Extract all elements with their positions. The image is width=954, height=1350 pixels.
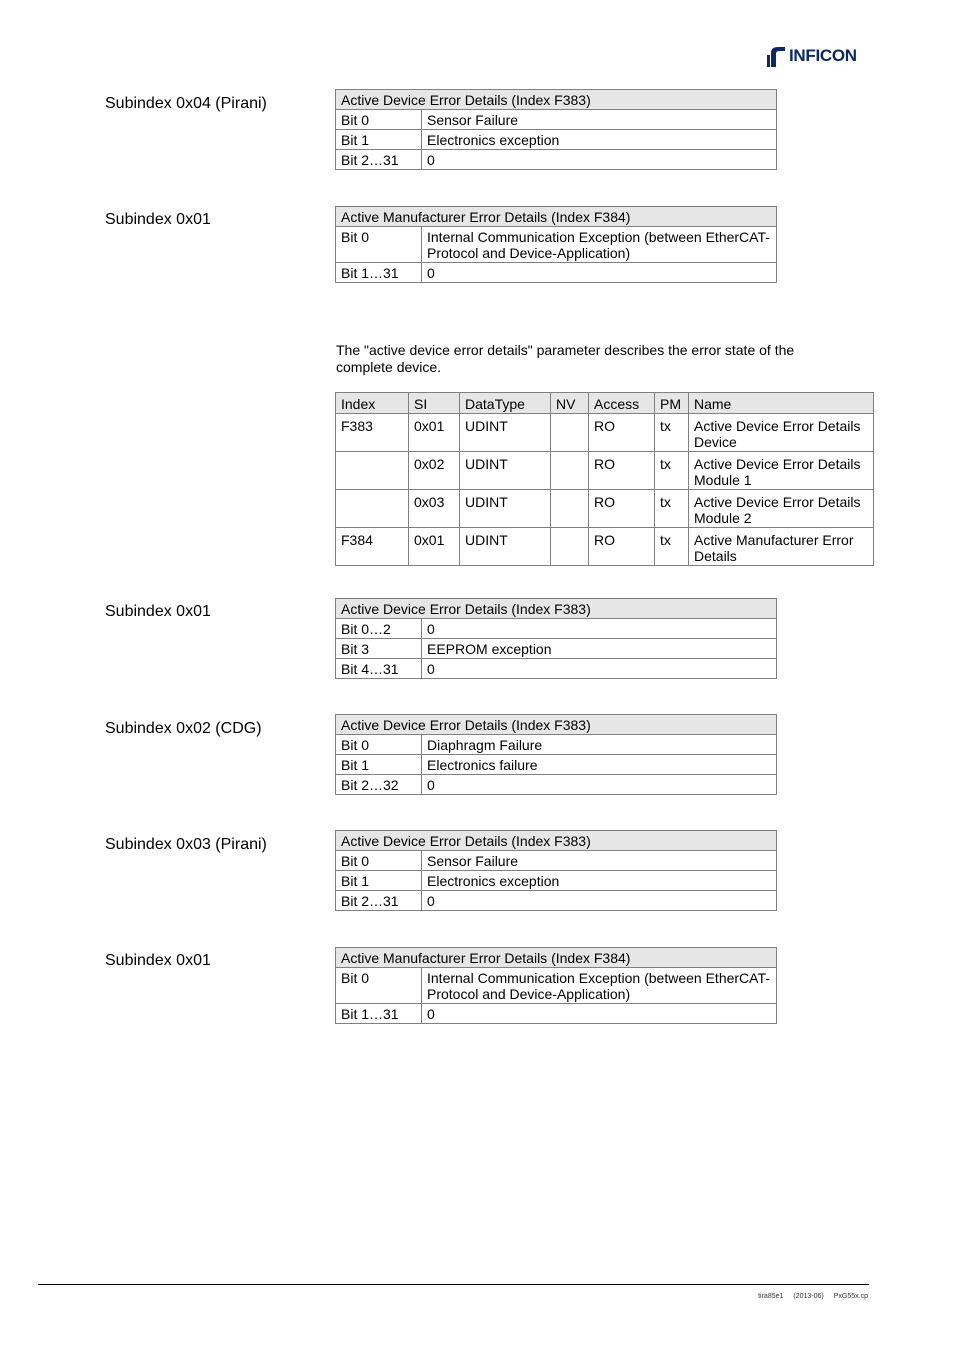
table-row [336,775,777,795]
desc-cell: Diaphragm Failure [422,735,777,755]
subindex-label: Subindex 0x01 [105,603,211,620]
cell-si: 0x01 [409,414,460,452]
cell-datatype: UDINT [460,528,551,566]
logo-text: INFICON [789,46,857,65]
cell-datatype: UDINT [460,452,551,490]
cell-index [336,490,409,528]
cell-nv [551,490,589,528]
bit-cell: Bit 0 [336,110,422,130]
cell-access: RO [589,490,655,528]
desc-cell: Sensor Failure [422,851,777,871]
bit-table [335,714,777,795]
col-header-datatype: DataType [460,393,551,414]
bit-table [335,947,777,1024]
bit-cell: Bit 4…31 [336,659,422,679]
cell-name: Active Device Error Details Module 1 [689,452,874,490]
cell-index [336,452,409,490]
footer-date: (2013-06) [793,1293,824,1300]
footer-doc-id: tira85e1 [758,1293,784,1300]
table-row [336,619,777,639]
table-row [336,150,777,170]
table-row [336,263,777,283]
bit-cell: Bit 0 [336,227,422,263]
desc-cell: 0 [422,891,777,911]
cell-datatype: UDINT [460,490,551,528]
table-title: Active Manufacturer Error Details (Index F384) [336,948,777,968]
inficon-mark-icon [767,45,787,67]
footer [758,1293,868,1300]
footer-file: PxG55x.cp [833,1293,868,1300]
table-row [336,490,874,528]
desc-cell: Electronics exception [422,130,777,150]
desc-cell: 0 [422,150,777,170]
table-row [336,659,777,679]
cell-nv [551,452,589,490]
bit-cell: Bit 1 [336,130,422,150]
table-title: Active Device Error Details (Index F383) [336,715,777,735]
cell-pm: tx [655,490,689,528]
table-row [336,891,777,911]
table-row [336,851,777,871]
col-header-nv: NV [551,393,589,414]
table-row [336,130,777,150]
cell-access: RO [589,528,655,566]
subindex-label: Subindex 0x01 [105,211,211,228]
bit-cell: Bit 2…31 [336,150,422,170]
cell-si: 0x02 [409,452,460,490]
desc-cell: 0 [422,263,777,283]
table-row [336,968,777,1004]
desc-cell: Electronics exception [422,871,777,891]
col-header-pm: PM [655,393,689,414]
subindex-label: Subindex 0x03 (Pirani) [105,836,267,853]
cell-access: RO [589,414,655,452]
desc-cell: 0 [422,775,777,795]
bit-table [335,89,777,170]
cell-index: F383 [336,414,409,452]
cell-name: Active Device Error Details Device [689,414,874,452]
inficon-logo [767,44,857,68]
bit-cell: Bit 1…31 [336,263,422,283]
desc-cell: Sensor Failure [422,110,777,130]
cell-index: F384 [336,528,409,566]
table-title: Active Manufacturer Error Details (Index F384) [336,207,777,227]
cell-pm: tx [655,528,689,566]
bit-table [335,598,777,679]
desc-cell: EEPROM exception [422,639,777,659]
bit-cell: Bit 0…2 [336,619,422,639]
table-row [336,452,874,490]
bit-cell: Bit 3 [336,639,422,659]
bit-cell: Bit 2…31 [336,891,422,911]
cell-access: RO [589,452,655,490]
cell-pm: tx [655,452,689,490]
bit-cell: Bit 0 [336,735,422,755]
table-title: Active Device Error Details (Index F383) [336,599,777,619]
desc-cell: Electronics failure [422,755,777,775]
table-row [336,639,777,659]
bit-cell: Bit 1 [336,755,422,775]
cell-si: 0x01 [409,528,460,566]
bit-cell: Bit 0 [336,968,422,1004]
bit-cell: Bit 1 [336,871,422,891]
cell-pm: tx [655,414,689,452]
cell-name: Active Manufacturer Error Details [689,528,874,566]
bit-cell: Bit 0 [336,851,422,871]
cell-nv [551,414,589,452]
table-row [336,735,777,755]
table-row [336,414,874,452]
col-header-si: SI [409,393,460,414]
col-header-index: Index [336,393,409,414]
col-header-name: Name [689,393,874,414]
desc-cell: Internal Communication Exception (between EtherCAT-Protocol and Device-Application) [422,227,777,263]
parameter-table [335,392,874,566]
bit-table [335,206,777,283]
desc-cell: Internal Communication Exception (between EtherCAT-Protocol and Device-Application) [422,968,777,1004]
table-row [336,1004,777,1024]
desc-cell: 0 [422,659,777,679]
subindex-label: Subindex 0x04 (Pirani) [105,95,267,112]
table-title: Active Device Error Details (Index F383) [336,90,777,110]
table-row [336,227,777,263]
description-paragraph: The "active device error details" parameter describes the error state of the complete device. [336,342,795,375]
table-header-row [336,393,874,414]
bit-cell: Bit 1…31 [336,1004,422,1024]
subindex-label: Subindex 0x01 [105,952,211,969]
bit-cell: Bit 2…32 [336,775,422,795]
desc-cell: 0 [422,619,777,639]
desc-cell: 0 [422,1004,777,1024]
cell-name: Active Device Error Details Module 2 [689,490,874,528]
table-row [336,871,777,891]
footer-divider [38,1284,869,1285]
subindex-label: Subindex 0x02 (CDG) [105,720,262,737]
cell-nv [551,528,589,566]
table-row [336,528,874,566]
cell-si: 0x03 [409,490,460,528]
table-title: Active Device Error Details (Index F383) [336,831,777,851]
table-row [336,755,777,775]
col-header-access: Access [589,393,655,414]
table-row [336,110,777,130]
cell-datatype: UDINT [460,414,551,452]
bit-table [335,830,777,911]
